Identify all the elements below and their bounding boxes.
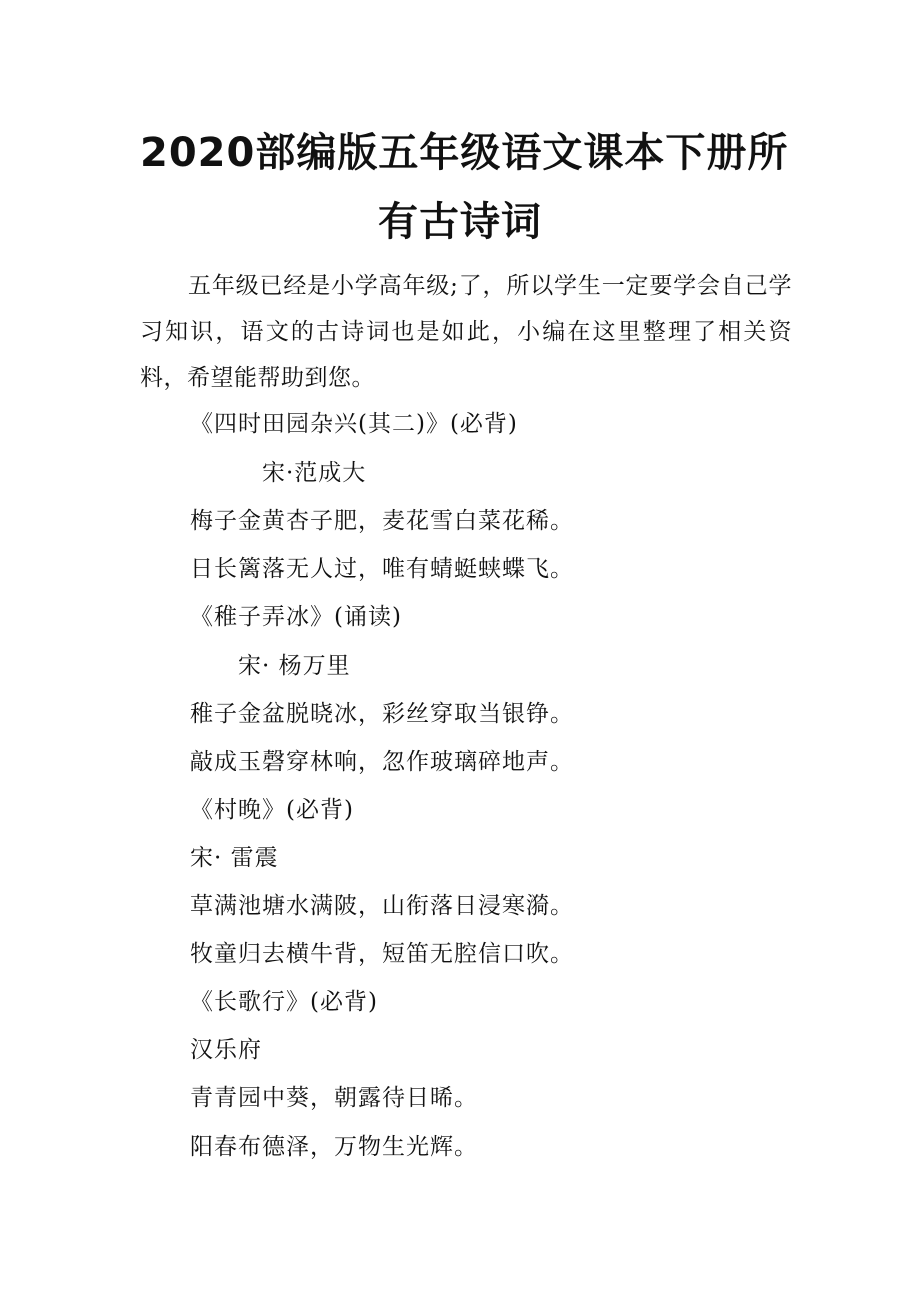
poem-verse-line: 稚子金盆脱晓冰，彩丝穿取当银铮。 (190, 701, 574, 727)
poem-verse-line: 草满池塘水满陂，山衔落日浸寒漪。 (190, 893, 574, 919)
poem-author-yang-wanli: 宋· 杨万里 (238, 653, 351, 679)
poem-verse-line: 梅子金黄杏子肥，麦花雪白菜花稀。 (190, 508, 574, 534)
document-title-line-2: 有古诗词 (378, 199, 542, 245)
poem-title-cunwan: 《村晚》(必背) (190, 797, 354, 823)
poem-author-lei-zhen: 宋· 雷震 (190, 845, 279, 871)
poem-verse-line: 青青园中葵，朝露待日晞。 (190, 1085, 478, 1111)
poem-verse-line: 阳春布德泽，万物生光辉。 (190, 1134, 478, 1160)
poem-title-zhizi-nongbing: 《稚子弄冰》(诵读) (190, 604, 402, 630)
intro-paragraph: 五年级已经是小学高年级;了，所以学生一定要学会自己学习知识，语文的古诗词也是如此，小编在这里整理了相关资料，希望能帮助到您。 (140, 273, 792, 391)
poem-verse-line: 日长篱落无人过，唯有蜻蜓蛱蝶飞。 (190, 556, 574, 582)
document-title-line-1: 2020部编版五年级语文课本下册所 (140, 130, 789, 176)
poem-verse-line: 牧童归去横牛背，短笛无腔信口吹。 (190, 941, 574, 967)
poem-title-sishi-tianyuan: 《四时田园杂兴(其二)》(必背) (190, 411, 518, 437)
poem-verse-line: 敲成玉磬穿林响，忽作玻璃碎地声。 (190, 749, 574, 775)
poem-author-fan-chengda: 宋·范成大 (262, 460, 367, 486)
poem-title-changgexing: 《长歌行》(必背) (190, 989, 378, 1015)
poem-author-han-yuefu: 汉乐府 (190, 1037, 262, 1063)
